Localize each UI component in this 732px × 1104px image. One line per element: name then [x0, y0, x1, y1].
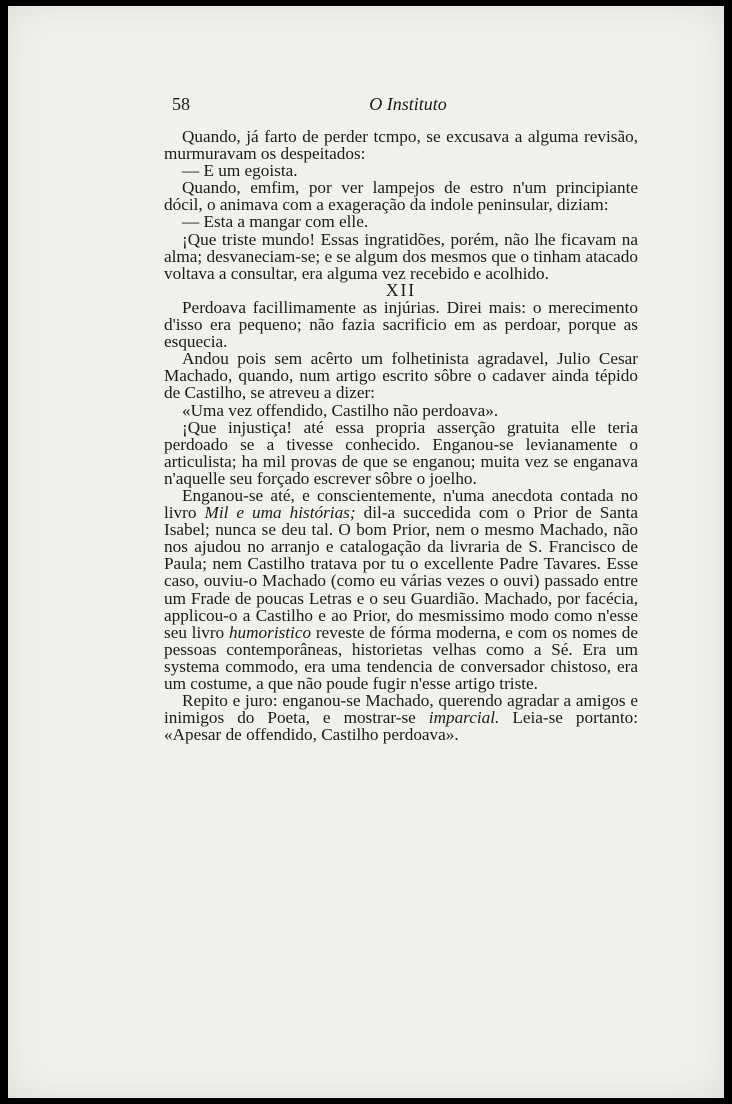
paragraph: — E um egoista.	[182, 161, 298, 181]
paragraph-text: dil-a succedida com o Prior de Santa Isabel; nunca se deu tal. O bom Prior, nem o mesmo Machado, não nos ajudou no arranjo e catalogação da livraria de S. Francisco de Paula; nem Castilho tratava por tu o excellente Padre Tavares. Esse caso, ouviu-o Machado (como eu várias vezes o ouvi) passado entre um Frade de poucas Letras e o seu Guardião. Machado, por facécia, applicou-o a Castilho e ao Prior, do mesmissimo modo como n'esse seu livro	[164, 503, 638, 642]
paragraph-text: Repito e juro: enganou-se Machado, querendo agradar a amigos e inimigos do Poeta, e mostrar-se	[164, 691, 638, 728]
page-header	[172, 94, 644, 122]
paragraph: Quando, já farto de perder tcmpo, se excusava a alguma revisão, murmuravam os despeitados:	[164, 127, 638, 164]
paragraph: Quando, emfim, por ver lampejos de estro n'um principiante dócil, o animava com a exageração da indole peninsular, diziam:	[164, 178, 638, 215]
paragraph	[164, 692, 638, 743]
section-heading: XII	[385, 279, 417, 300]
quotation: «Uma vez offendido, Castilho não perdoava».	[182, 400, 499, 420]
paragraph-text: Enganou-se até, e conscientemente, n'uma anecdota contada no livro	[164, 485, 638, 523]
paragraph: ¡Que injustiça! até essa propria asserção gratuita elle teria perdoado se a tivesse conhecido. Enganou-se levianamente o articulista; ha mil provas de que se enganou; muita vez se enganava n'aquelle seu forçado escrever sôbre o joelho.	[164, 417, 638, 488]
paragraph-text: Leia-se portanto: «Apesar de offendido, Castilho perdoava».	[164, 708, 638, 745]
emphasized-word: imparcial.	[428, 708, 500, 728]
paragraph: Perdoava facillimamente as injúrias. Direi mais: o merecimento d'isso era pequeno; não fazia sacrificio em as perdoar, porque as esquecia.	[164, 297, 638, 352]
paragraph: Andou pois sem acêrto um folhetinista agradavel, Julio Cesar Machado, quando, num artigo escrito sôbre o cadaver ainda tépido de Castilho, se atreveu a dizer:	[164, 349, 638, 403]
emphasized-word: humoristico	[228, 622, 312, 642]
running-title: O Instituto	[369, 94, 447, 114]
page-number: 58	[172, 94, 190, 114]
paragraph	[164, 487, 638, 692]
paragraph: — Esta a mangar com elle.	[182, 212, 369, 232]
book-title: Mil e uma histórias;	[204, 503, 356, 523]
body-text	[164, 128, 638, 743]
paragraph-text: reveste de fórma moderna, e com os nomes de pessoas contemporâneas, historietas velhas como a Sé. Era um systema commodo, era uma tendencia de conversador chistoso, era um costume, a que não poude fugir n'esse artigo triste.	[164, 622, 638, 693]
paragraph: ¡Que triste mundo! Essas ingratidões, porém, não lhe ficavam na alma; desvaneciam-se; e se algum dos mesmos que o tinham atacado voltava a consultar, era alguma vez recebido e acolhido.	[164, 229, 638, 283]
